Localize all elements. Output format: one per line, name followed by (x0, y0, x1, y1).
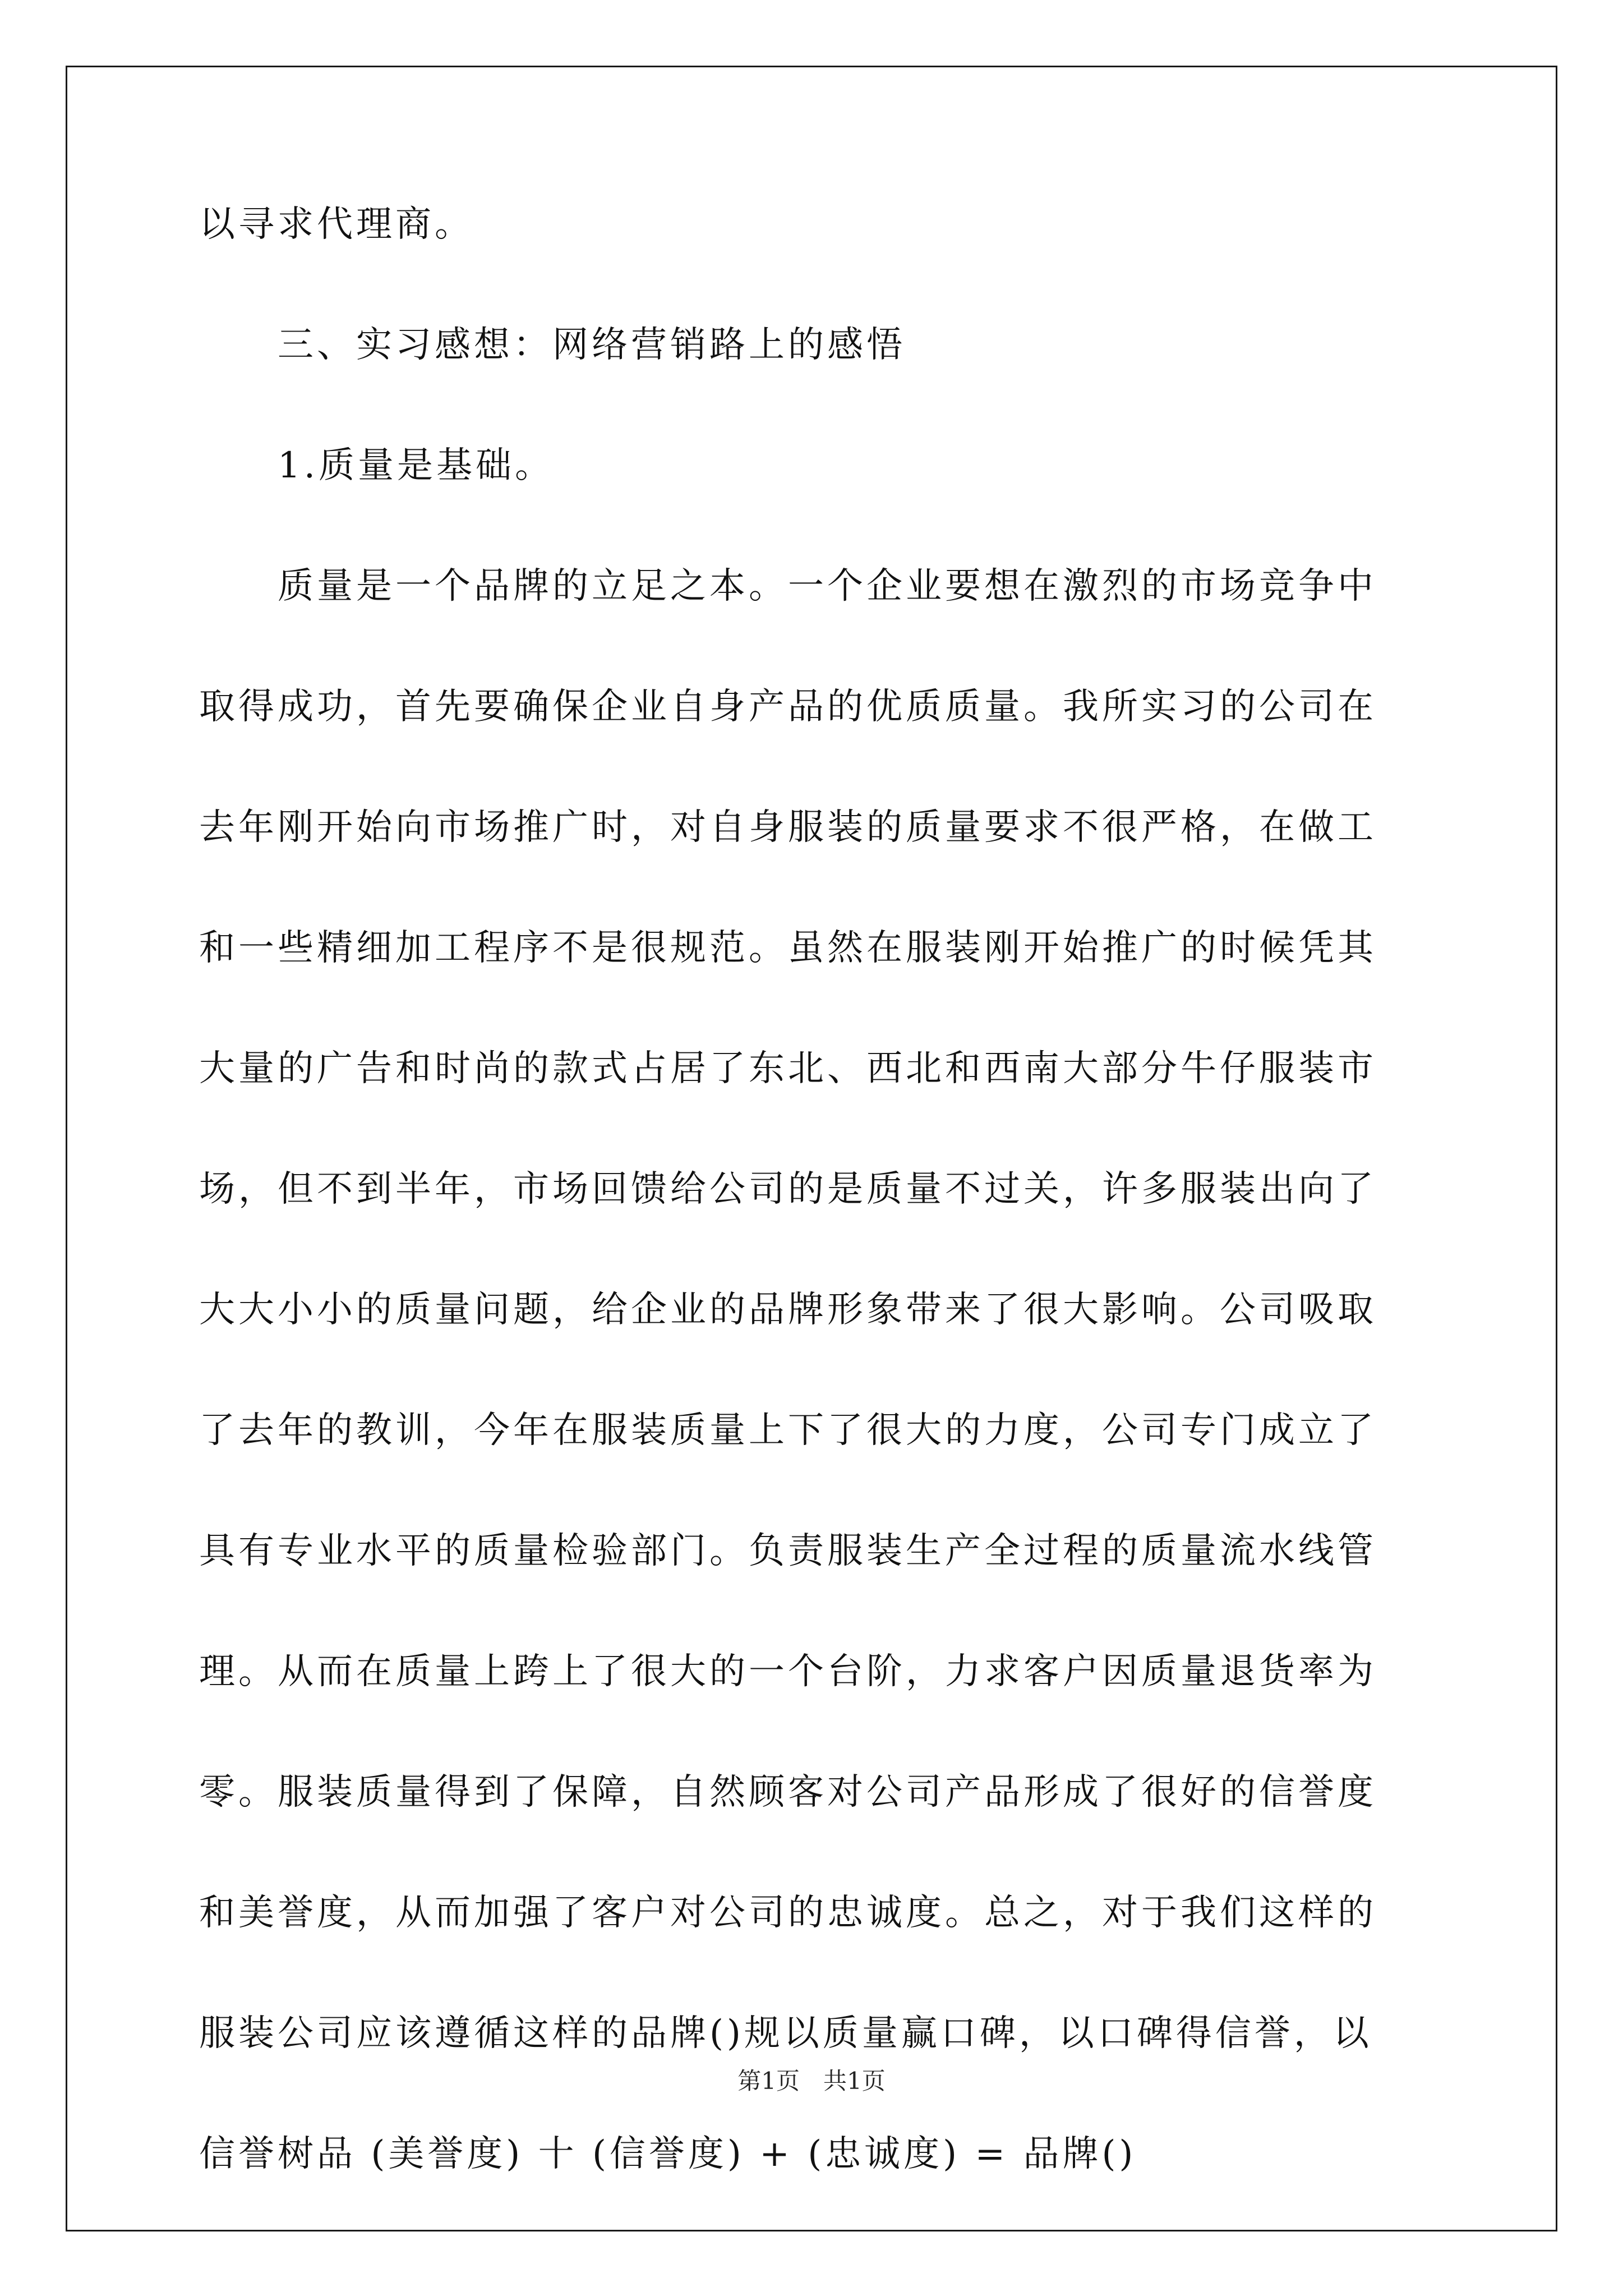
paragraph-line: 以寻求代理商。 (199, 204, 474, 245)
paragraph-line: 和一些精细加工程序不是很规范。虽然在服装刚开始推广的时候凭其 (199, 927, 1377, 969)
paragraph-line: 和美誉度，从而加强了客户对公司的忠诚度。总之，对于我们这样的 (199, 1892, 1377, 1934)
paragraph-line: 信誉树品 (美誉度) 十 (信誉度) + (忠诚度) = 品牌() (199, 2133, 1137, 2175)
paragraph-line: 取得成功，首先要确保企业自身产品的优质质量。我所实习的公司在 (199, 686, 1377, 728)
subsection-heading: 1.质量是基础。 (278, 445, 555, 486)
paragraph-line: 场，但不到半年，市场回馈给公司的是质量不过关，许多服装出向了 (199, 1168, 1377, 1210)
paragraph-line: 大量的广告和时尚的款式占居了东北、西北和西南大部分牛仔服装市 (199, 1048, 1377, 1089)
paragraph-line: 大大小小的质量问题，给企业的品牌形象带来了很大影响。公司吸取 (199, 1289, 1377, 1331)
page-number-footer: 第1页 共1页 (737, 2067, 886, 2095)
paragraph-line: 理。从而在质量上跨上了很大的一个台阶，力求客户因质量退货率为 (199, 1651, 1377, 1692)
paragraph-line: 了去年的教训，今年在服装质量上下了很大的力度，公司专门成立了 (199, 1410, 1377, 1451)
section-heading: 三、实习感想：网络营销路上的感悟 (278, 324, 906, 366)
paragraph-line: 质量是一个品牌的立足之本。一个企业要想在激烈的市场竞争中 (278, 565, 1377, 607)
paragraph-line: 具有专业水平的质量检验部门。负责服装生产全过程的质量流水线管 (199, 1530, 1377, 1572)
paragraph-line: 去年刚开始向市场推广时，对自身服装的质量要求不很严格，在做工 (199, 807, 1377, 848)
paragraph-line: 零。服装质量得到了保障，自然顾客对公司产品形成了很好的信誉度 (199, 1772, 1377, 1813)
paragraph-line: 服装公司应该遵循这样的品牌()规以质量赢口碑，以口碑得信誉，以 (199, 2013, 1372, 2054)
